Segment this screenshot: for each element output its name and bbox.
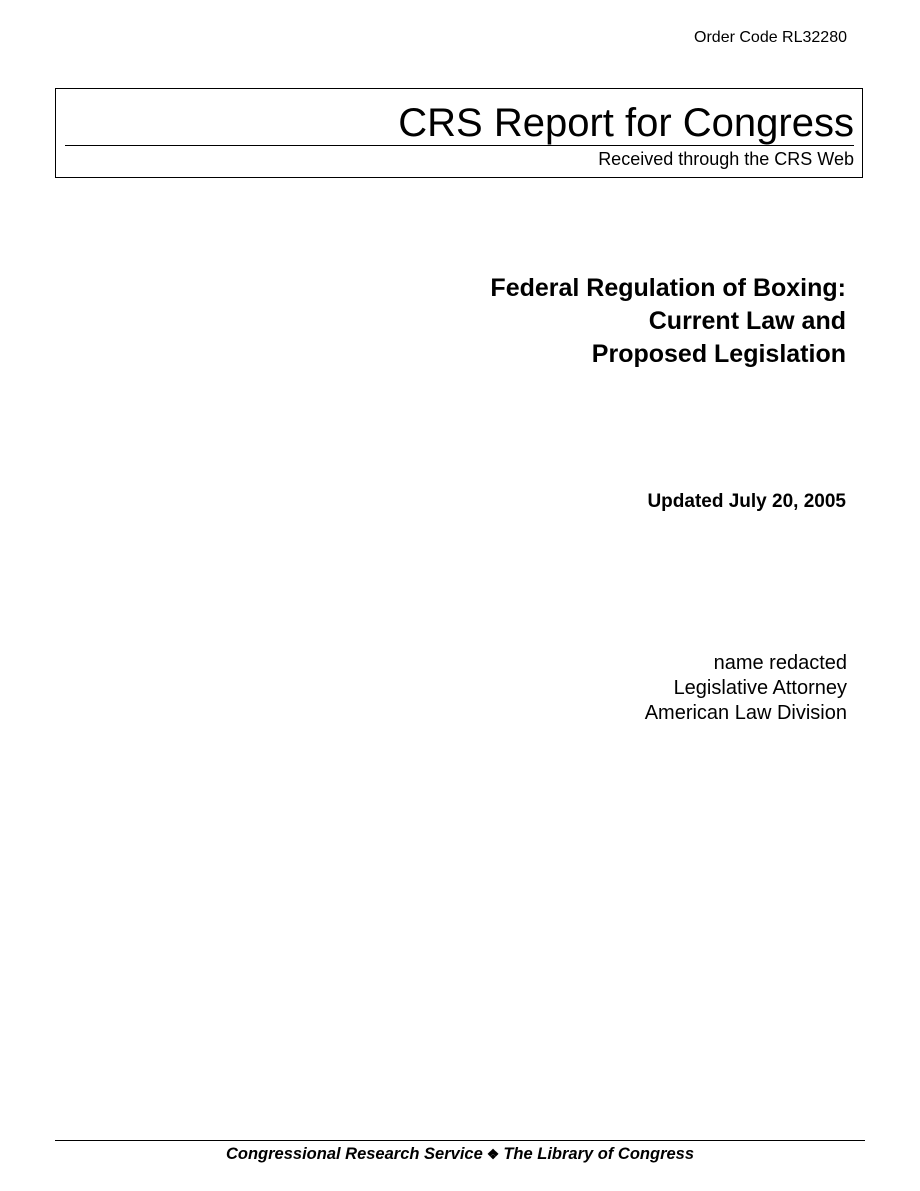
report-title xyxy=(490,272,846,371)
report-title-line: Proposed Legislation xyxy=(591,340,846,368)
author-name: name redacted xyxy=(713,652,847,674)
order-code: Order Code RL32280 xyxy=(694,29,847,46)
diamond-icon: ❖ xyxy=(486,1146,500,1162)
report-series-subtitle: Received through the CRS Web xyxy=(598,149,854,169)
report-header-box xyxy=(55,88,863,178)
report-title-line: Current Law and xyxy=(648,307,846,335)
author-division: American Law Division xyxy=(644,702,847,724)
updated-date: Updated July 20, 2005 xyxy=(647,491,846,512)
footer-organization: Congressional Research Service xyxy=(225,1145,483,1163)
footer-library: The Library of Congress xyxy=(503,1145,695,1163)
author-block xyxy=(645,651,847,726)
report-series-title: CRS Report for Congress xyxy=(398,101,854,145)
author-position: Legislative Attorney xyxy=(673,677,847,699)
footer-divider xyxy=(55,1140,865,1141)
header-divider xyxy=(65,145,854,146)
report-title-line: Federal Regulation of Boxing: xyxy=(490,274,846,302)
footer xyxy=(55,1143,865,1165)
